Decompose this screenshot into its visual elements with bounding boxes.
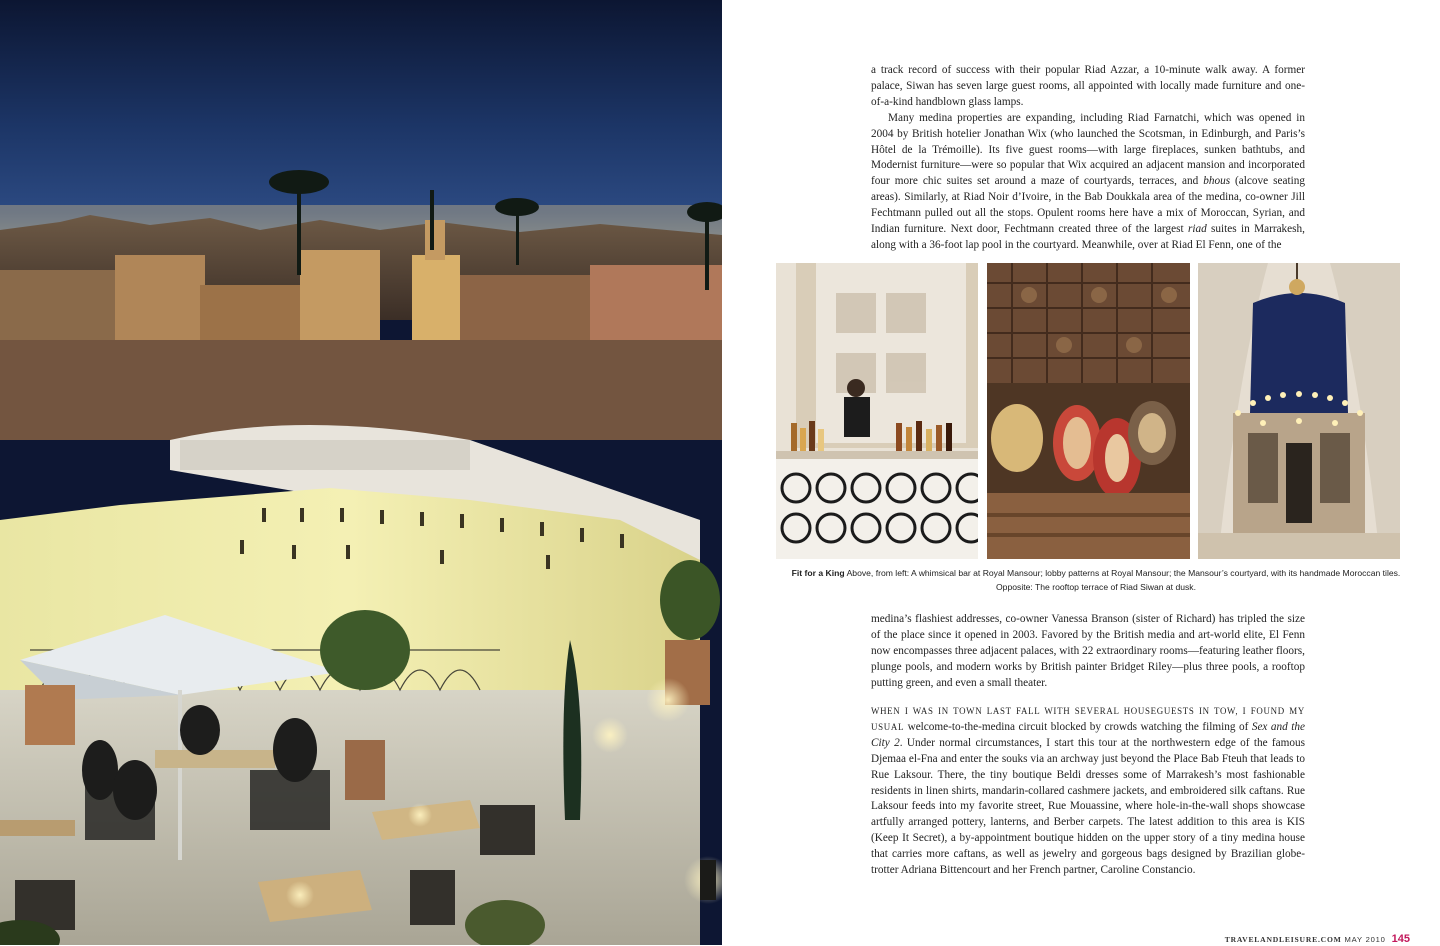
- italic-term: Sex and the City 2: [871, 720, 1305, 749]
- article-paragraph: a track record of success with their popular Riad Azzar, a 10-minute walk away. A former palace, Siwan has seven large guest rooms, all appointed with locally made furniture and one-of-a-kind handblown glass lamps.: [871, 64, 1305, 108]
- article-column-bottom: [871, 704, 1305, 879]
- courtyard-chandelier-photo-icon: [1198, 263, 1400, 559]
- article-column-top: [871, 63, 1305, 254]
- page-folio: [1225, 933, 1410, 946]
- photo-caption: [790, 567, 1402, 594]
- bar-photo: [776, 263, 978, 559]
- article-paragraph: medina’s flashiest addresses, co-owner Vanessa Branson (sister of Richard) has tripled the size of the place since it opened in 2003. Favored by the British media and art-world elite, El Fenn now encompasses three adjacent palaces, with 22 extraordinary rooms—featuring leather floors, plunge pools, and modern works by British painter Bridget Riley—plus three pools, a rooftop putting green, and even a small theater.: [871, 613, 1305, 689]
- moroccan-cushions-photo-icon: [987, 263, 1190, 559]
- bartender-photo-icon: [776, 263, 978, 559]
- article-paragraph: [871, 704, 1305, 879]
- article-paragraph: [871, 111, 1305, 254]
- text-run: suites in Marrakesh, along with a 36-foot lap pool in the courtyard. Meanwhile, over at Riad El Fenn, one of the: [871, 223, 1305, 251]
- folio-issue: MAY 2010: [1344, 935, 1386, 944]
- text-run: (alcove seating areas). Similarly, at Riad Noir d’Ivoire, in the Bab Doukkala area of the medina, co-owner Jill Fechtmann pulled out all the stops. Opulent rooms here have a mix of Moroccan, Syrian, and Indian furniture. Next door, Fechtmann created three of the largest: [871, 175, 1306, 236]
- italic-term: bhous: [1203, 175, 1231, 188]
- folio-site: TRAVELANDLEISURE.COM: [1224, 935, 1342, 944]
- italic-term: riad: [1187, 223, 1207, 236]
- caption-title: Fit for a King: [791, 568, 845, 578]
- article-column-middle: [871, 612, 1305, 692]
- text-run: welcome-to-the-medina circuit blocked by crowds watching the filming of: [904, 720, 1252, 733]
- lead-in-smallcaps: WHEN I WAS IN TOWN LAST FALL WITH SEVERAL HOUSEGUESTS IN TOW, I FOUND MY USUAL: [871, 706, 1305, 732]
- text-run: . Under normal circumstances, I start this tour at the northwestern edge of the famous Djemaa el-Fna and enter the souks via an archway just beyond the Place Bab Fteuh that leads to Rue Laksour. There, the tiny boutique Beldi dresses some of Marrakesh’s most fashionable residents in linen shirts, mandarin-collared cashmere jackets, and embroidered silk caftans. Rue Laksour feeds into my favorite street, Rue Mouassine, where hole-in-the-wall shops showcase artfully arranged pottery, lanterns, and Berber carpets. The latest addition to this area is KIS (Keep It Secret), a by-appointment boutique hidden on the upper story of a tiny medina house that carries more caftans, as well as jewelry and gorgeous bags designed by Brazilian globe-trotter Adriana Bittencourt and her French partner, Caroline Constancio.: [871, 736, 1306, 877]
- courtyard-photo: [1198, 263, 1400, 559]
- page-number: 145: [1391, 933, 1410, 945]
- lobby-pattern-photo: [987, 263, 1190, 559]
- caption-text: Above, from left: A whimsical bar at Royal Mansour; lobby patterns at Royal Mansour; the Mansour’s courtyard, with its handmade Moroccan tiles. Opposite: The rooftop terrace of Riad Siwan at dusk.: [844, 568, 1401, 592]
- text-run: Many medina properties are expanding, including Riad Farnatchi, which was opened in 2004 by British hotelier Jonathan Wix (who launched the Scotsman, in Edinburgh, and Paris’s Hôtel de la Trémoille). Its five guest rooms—with large fireplaces, sunken bathtubs, and Modernist furniture—were so popular that Wix acquired an adjacent mansion and incorporated four more chic suites set around a maze of courtyards, terraces, and: [871, 111, 1305, 188]
